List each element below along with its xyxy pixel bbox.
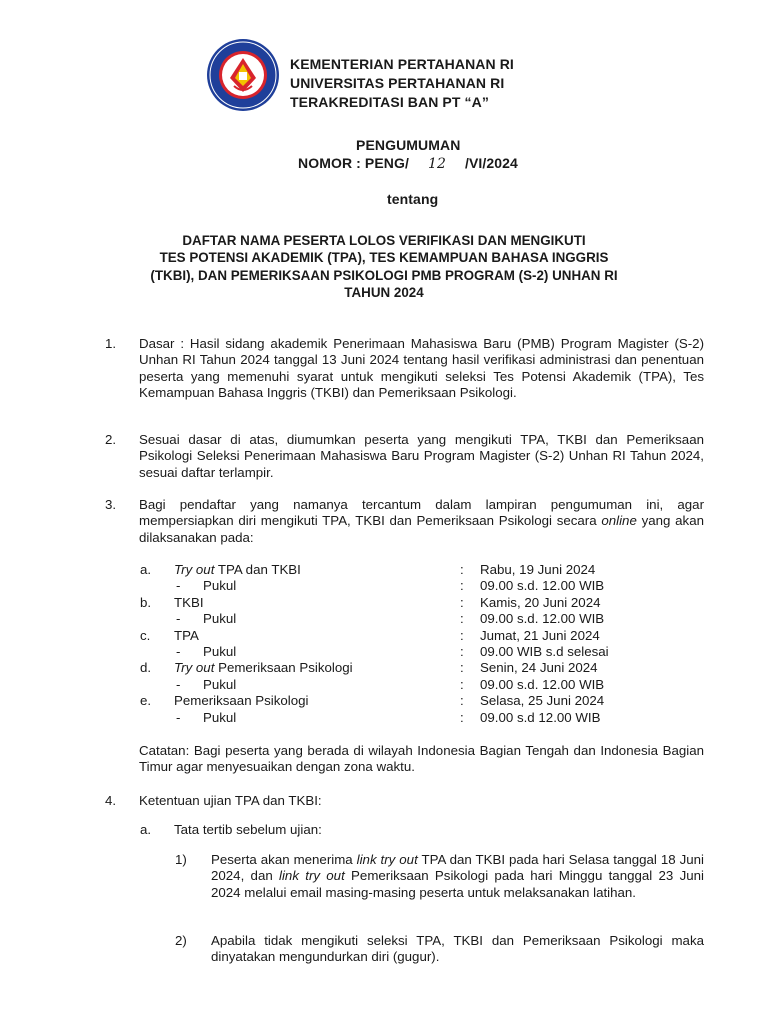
schedule-colon: : xyxy=(460,594,464,610)
schedule-pukul: Pukul xyxy=(203,709,237,725)
accreditation: TERAKREDITASI BAN PT “A” xyxy=(290,94,489,110)
schedule-pukul: Pukul xyxy=(203,676,237,692)
rule-1-part: Peserta akan menerima xyxy=(211,852,357,867)
sub-a-text: Tata tertib sebelum ujian: xyxy=(174,822,322,837)
rule-1-link: link try out xyxy=(279,868,345,884)
announcement-label: PENGUMUMAN xyxy=(356,137,461,153)
schedule-date: Rabu, 19 Juni 2024 xyxy=(480,562,596,577)
schedule-letter: e. xyxy=(140,693,152,709)
activity-name: TPA dan TKBI xyxy=(214,562,301,577)
schedule-activity xyxy=(174,693,309,709)
rule-2-text: Apabila tidak mengikuti seleksi TPA, TKBI dan Pemeriksaan Psikologi maka dinyatakan mengundurkan diri (gugur). xyxy=(211,933,704,965)
schedule-date: Senin, 24 Juni 2024 xyxy=(480,660,598,676)
schedule-colon: : xyxy=(460,660,464,676)
item-3-text-a: Bagi pendaftar yang namanya tercantum dalam lampiran pengumuman ini, agar mempersiapkan diri mengikuti TPA, TKBI dan Pemeriksaan Psikologi secara xyxy=(139,497,704,529)
item-2-number: 2. xyxy=(105,432,117,447)
schedule-colon: : xyxy=(460,627,464,643)
schedule-colon: : xyxy=(460,611,464,627)
rule-1-text xyxy=(211,852,704,901)
item-4-number: 4. xyxy=(105,793,117,808)
schedule-letter: a. xyxy=(140,562,152,577)
item-1-text: Dasar : Hasil sidang akademik Penerimaan Mahasiswa Baru (PMB) Program Magister (S-2) Unhan RI Tahun 2024 tanggal 13 Juni 2024 tentang hasil verifikasi administrasi dan penentuan peserta yang memenuhi syarat untuk mengikuti seleksi Tes Potensi Akademik (TPA), Tes Kemampuan Bahasa Inggris (TKBI) dan Pemeriksaan Psikologi. xyxy=(139,336,704,400)
schedule-dash: - xyxy=(176,676,181,692)
ministry-name: KEMENTERIAN PERTAHANAN RI xyxy=(290,56,514,72)
university-logo xyxy=(206,38,280,112)
schedule-colon: : xyxy=(460,578,464,594)
schedule-colon: : xyxy=(460,562,464,577)
schedule-colon: : xyxy=(460,676,464,692)
subject-line-1: DAFTAR NAMA PESERTA LOLOS VERIFIKASI DAN MENGIKUTI xyxy=(182,233,586,248)
item-3-text-c: yang akan dilaksanakan pada: xyxy=(139,513,704,545)
nomor-prefix: NOMOR : PENG/ xyxy=(298,155,409,171)
activity-name: TPA xyxy=(174,627,199,643)
schedule-dash: - xyxy=(176,578,181,594)
rule-2-number: 2) xyxy=(175,933,187,948)
schedule-time: 09.00 s.d. 12.00 WIB xyxy=(480,611,605,627)
schedule-colon: : xyxy=(460,643,464,659)
item-3-text xyxy=(139,497,704,546)
sub-a-letter: a. xyxy=(140,822,152,837)
tentang: tentang xyxy=(387,191,439,207)
rule-1-part: TPA dan TKBI pada hari Selasa tanggal 18 Juni 2024, dan xyxy=(211,852,704,884)
schedule-letter: d. xyxy=(140,660,152,676)
schedule-time: 09.00 WIB s.d selesai xyxy=(480,643,609,659)
activity-name: TKBI xyxy=(174,594,204,610)
rule-1-part: Pemeriksaan Psikologi pada hari Minggu tanggal 23 Juni 2024 melalui email masing-masing peserta untuk melaksanakan latihan. xyxy=(211,868,704,900)
schedule-colon: : xyxy=(460,709,464,725)
nomor-handwritten: 12 xyxy=(427,156,446,172)
item-2-text: Sesuai dasar di atas, diumumkan peserta yang mengikuti TPA, TKBI dan Pemeriksaan Psikologi Seleksi Penerimaan Mahasiswa Baru Program Magister (S-2) Unhan RI Tahun 2024, sesuai daftar terlampir. xyxy=(139,432,704,480)
schedule-date: Selasa, 25 Juni 2024 xyxy=(480,693,605,709)
item-3-online: online xyxy=(601,513,637,529)
schedule-dash: - xyxy=(176,709,181,725)
activity-name: Pemeriksaan Psikologi xyxy=(214,660,353,676)
university-emblem-icon xyxy=(206,38,280,112)
subject-line-4: TAHUN 2024 xyxy=(344,285,424,301)
activity-prefix: Try out xyxy=(174,660,215,676)
nomor-suffix: /VI/2024 xyxy=(464,155,518,171)
schedule-date: Jumat, 21 Juni 2024 xyxy=(480,627,600,643)
schedule-activity xyxy=(174,562,301,578)
schedule-colon: : xyxy=(460,693,464,709)
schedule-pukul: Pukul xyxy=(203,643,237,659)
schedule-activity xyxy=(174,660,353,676)
schedule-dash: - xyxy=(176,611,181,627)
schedule-letter: b. xyxy=(140,594,152,610)
schedule-time: 09.00 s.d. 12.00 WIB xyxy=(480,578,605,594)
item-4-text: Ketentuan ujian TPA dan TKBI: xyxy=(139,793,322,808)
catatan-note: Catatan: Bagi peserta yang berada di wilayah Indonesia Bagian Tengah dan Indonesia Bagian Timur agar menyesuaikan dengan zona waktu. xyxy=(139,743,704,775)
schedule-letter: c. xyxy=(140,627,151,643)
schedule-dash: - xyxy=(176,643,181,659)
schedule-time: 09.00 s.d. 12.00 WIB xyxy=(480,676,605,692)
subject-line-3: (TKBI), DAN PEMERIKSAAN PSIKOLOGI PMB PROGRAM (S-2) UNHAN RI xyxy=(150,267,618,283)
activity-name: Pemeriksaan Psikologi xyxy=(174,693,309,709)
rule-1-link: link try out xyxy=(356,852,418,867)
subject-line-2: TES POTENSI AKADEMIK (TPA), TES KEMAMPUAN BAHASA INGGRIS xyxy=(159,250,609,266)
schedule-pukul: Pukul xyxy=(203,611,237,627)
schedule-activity xyxy=(174,628,199,644)
announcement-number xyxy=(298,154,518,174)
schedule-date: Kamis, 20 Juni 2024 xyxy=(480,594,601,610)
item-1-number: 1. xyxy=(105,336,117,351)
schedule-pukul: Pukul xyxy=(203,578,237,594)
schedule-time: 09.00 s.d 12.00 WIB xyxy=(480,709,601,725)
schedule-activity xyxy=(174,595,204,611)
university-name: UNIVERSITAS PERTAHANAN RI xyxy=(290,75,505,91)
rule-1-number: 1) xyxy=(175,852,187,867)
activity-prefix: Try out xyxy=(174,562,215,577)
item-3-number: 3. xyxy=(105,497,117,512)
